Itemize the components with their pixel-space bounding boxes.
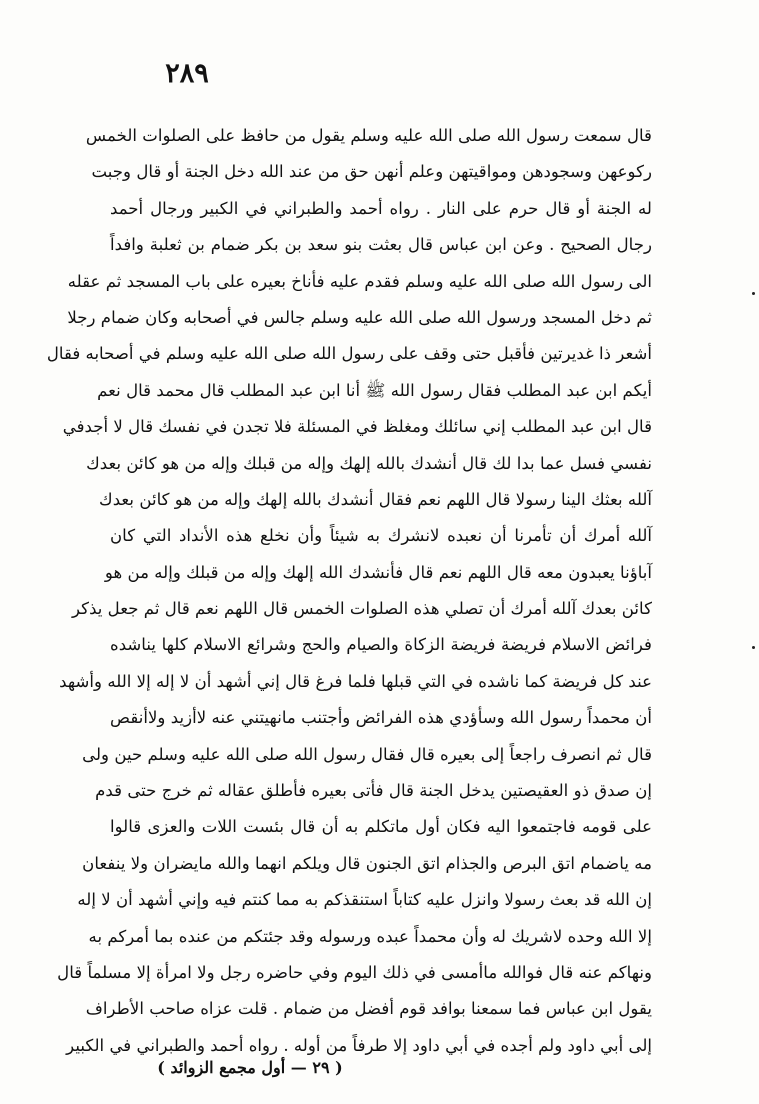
text-line: أيكم ابن عبد المطلب فقال رسول الله ﷺ أنا ابن عبد المطلب قال محمد قال نعم [97,380,652,400]
text-line: كائن بعدك آلله أمرك أن تصلي هذه الصلوات الخمس قال اللهم نعم قال ثم جعل يذكر [72,599,652,619]
text-line: على قومه فاجتمعوا اليه فكان أول ماتكلم به أن قال بئست اللات والعزى قالوا [110,817,652,837]
text-line: ونهاكم عنه قال فوالله ماأمسى في ذلك اليوم وفي حاضره رجل ولا امرأة إلا مسلماً قال [57,962,652,982]
text-line: فرائض الاسلام فريضة فريضة الزكاة والصيام والحج وشرائع الاسلام كلها يناشده [110,635,652,655]
text-line: إن الله قد بعث رسولا وانزل عليه كتاباً استنقذكم به مما كنتم فيه وإني أشهد أن لا إله [77,890,652,910]
text-line: إن صدق ذو العقيصتين يدخل الجنة قال فأتى بعيره فأطلق عقاله ثم خرج حتى قدم [95,781,652,801]
signature-mark: ( ٢٩ — أول مجمع الزوائد ) [157,1058,343,1077]
text-line: ثم دخل المسجد ورسول الله صلى الله عليه وسلم جالس في أصحابه وكان ضمام رجلا [67,307,652,327]
text-line: آلله أمرك أن تأمرنا أن نعبده لانشرك به شيئاً وأن نخلع هذه الأنداد التي كان [110,526,652,546]
text-line: ركوعهن وسجودهن ومواقيتهن وعلم أنهن حق من عند الله دخل الجنة أو قال وجبت [91,162,652,182]
main-text [46,118,652,1064]
text-line: آلله بعثك الينا رسولا قال اللهم نعم فقال أنشدك بالله إلهك وإله من هو كائن بعدك [99,489,652,509]
margin-speck [752,646,755,649]
text-line: قال سمعت رسول الله صلى الله عليه وسلم يقول من حافظ على الصلوات الخمس [85,126,652,145]
text-line: له الجنة أو قال حرم على النار . رواه أحمد والطبراني في الكبير ورجال أحمد [110,198,652,218]
text-line: إلى أبي داود ولم أجده في أبي داود إلا طرفاً من أوله . رواه أحمد والطبراني في الكبير [66,1035,652,1055]
text-line: الى رسول الله صلى الله عليه وسلم فقدم عليه فأناخ بعيره على باب المسجد ثم عقله [67,271,652,291]
text-line: آباؤنا يعبدون معه قال اللهم نعم قال فأنشدك الله إلهك وإله من قبلك وإله من هو [104,562,652,582]
text-line: يقول ابن عباس فما سمعنا بوافد قوم أفضل من ضمام . قلت عزاه صاحب الأطراف [85,999,652,1019]
text-line: عند كل فريضة كما ناشده في التي قبلها فلما فرغ قال إني أشهد أن لا إله إلا الله وأشهد [59,671,652,691]
text-line: مه ياضمام اتق البرص والجذام اتق الجنون قال ويلكم انهما والله مايضران ولا ينفعان [82,853,652,873]
margin-speck [752,292,755,295]
text-line: إلا الله وحده لاشريك له وأن محمداً عبده ورسوله وقد جئتكم من عنده بما أمركم به [88,926,652,946]
text-line: قال ابن عبد المطلب إني سائلك ومغلظ في المسئلة فلا تجدن في نفسك قال لا أجدفي [62,417,652,437]
text-line: قال ثم انصرف راجعاً إلى بعيره قال فقال رسول الله صلى الله عليه وسلم حين ولى [82,744,652,764]
text-line: أن محمداً رسول الله وسأؤدي هذه الفرائض وأجتنب مانهيتني عنه لاأزيد ولاأنقص [110,708,652,728]
page-number: ٢٨٩ [165,58,209,89]
text-line: أشعر ذا غديرتين فأقبل حتى وقف على رسول الله صلى الله عليه وسلم في أصحابه فقال [46,344,652,364]
text-line: نفسي فسل عما بدا لك قال أنشدك بالله إلهك وإله من قبلك وإله من هو كائن بعدك [86,453,652,473]
text-line: رجال الصحيح . وعن ابن عباس قال بعثت بنو سعد بن بكر ضمام بن ثعلبة وافداً [110,235,652,255]
